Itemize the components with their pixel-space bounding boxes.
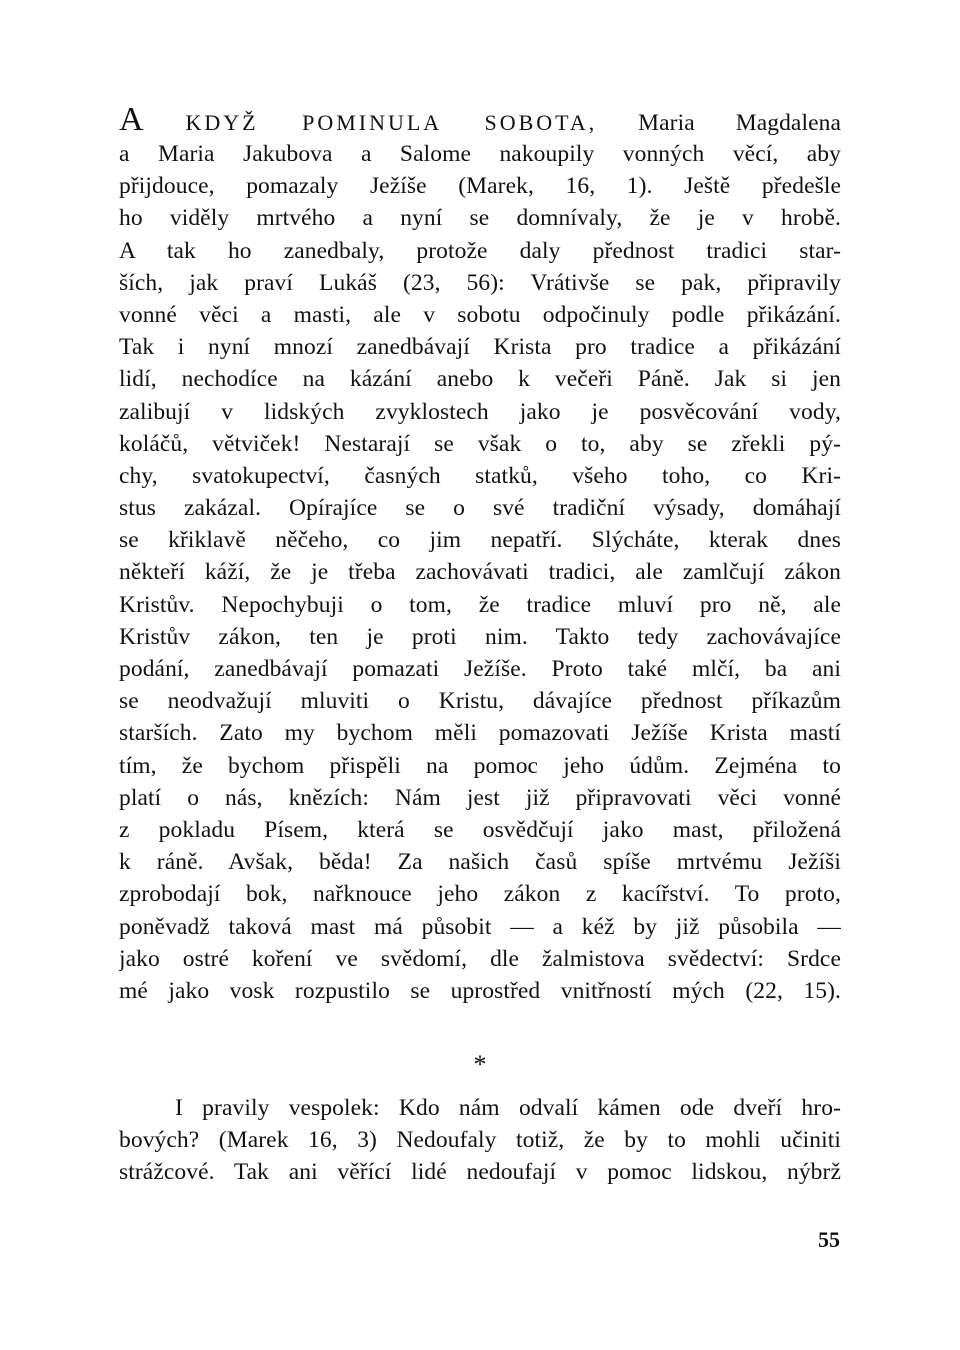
text-line: podání, zanedbávají pomazati Ježíše. Proto také mlčí, ba ani [119, 656, 841, 682]
paragraph-1 [119, 104, 841, 1007]
text-line: z pokladu Písem, která se osvědčují jako mast, přiložená [119, 816, 841, 843]
text-line: se neodvažují mluviti o Kristu, dávajíce přednost příkazům [119, 688, 841, 715]
text-line: a Maria Jakubova a Salome nakoupily vonných věcí, aby [119, 141, 841, 167]
text-line: vonné věci a masti, ale v sobotu odpočinuly podle přikázání. [119, 301, 841, 328]
text-line: strážcové. Tak ani věřící lidé nedoufají v pomoc lidskou, nýbrž [119, 1159, 841, 1186]
text-line: Tak i nyní mnozí zanedbávají Krista pro tradice a přikázání [119, 334, 841, 361]
text-line: se křiklavě něčeho, co jim nepatří. Slýcháte, kterak dnes [119, 527, 841, 554]
text-line: stus zakázal. Opírajíce se o své tradiční výsady, domáhají [119, 495, 841, 522]
text-line: někteří káží, že je třeba zachovávati tradici, ale zamlčují zákon [119, 559, 841, 586]
text-line: ších, jak praví Lukáš (23, 56): Vrátivše se pak, připravily [119, 269, 841, 296]
text-line: zprobodají bok, nařknouce jeho zákon z kacířství. To proto, [119, 881, 841, 908]
text-line: ho viděly mrtvého a nyní se domnívaly, že je v hrobě. [119, 205, 841, 232]
text-line: koláčů, větviček! Nestarají se však o to, aby se zřekli pý- [119, 430, 841, 457]
paragraph-2 [119, 1092, 841, 1189]
text-line: lidí, nechodíce na kázání anebo k večeři Páně. Jak si jen [119, 366, 841, 393]
text-line: bových? (Marek 16, 3) Nedoufaly totiž, že by to mohli učiniti [119, 1127, 841, 1154]
text-line: starších. Zato my bychom měli pomazovati Ježíše Krista mastí [119, 720, 841, 747]
drop-cap: A [119, 104, 145, 138]
text-line: mé jako vosk rozpustilo se uprostřed vnitřností mých (22, 15). [119, 977, 841, 1004]
text-line: A tak ho zanedbaly, protože daly přednost tradici star- [119, 237, 841, 264]
opening-rest: Maria Magdalena [597, 110, 841, 136]
opening-line [119, 104, 841, 138]
text-line: přijdouce, pomazaly Ježíše (Marek, 16, 1). Ještě předešle [119, 173, 841, 200]
text-line: tím, že bychom přispěli na pomoc jeho údům. Zejména to [119, 752, 841, 779]
text-line: Kristův zákon, ten je proti nim. Takto tedy zachovávajíce [119, 623, 841, 650]
text-line: jako ostré koření ve svědomí, dle žalmistova svědectví: Srdce [119, 945, 841, 972]
text-line: zalibují v lidských zvyklostech jako je posvěcování vody, [119, 398, 841, 425]
page-number: 55 [818, 1227, 840, 1252]
text-line: k ráně. Avšak, běda! Za našich časů spíše mrtvému Ježíši [119, 849, 841, 876]
opening-smallcaps: KDYŽ POMINULA SOBOTA, [185, 110, 598, 135]
text-line: chy, svatokupectví, časných statků, všeho toho, co Kri- [119, 462, 841, 489]
text-line: I pravily vespolek: Kdo nám odvalí kámen ode dveří hro- [175, 1095, 841, 1121]
section-separator: * [473, 1050, 487, 1079]
text-line: poněvadž taková mast má působit — a kéž by již působila — [119, 913, 841, 940]
text-line: platí o nás, knězích: Nám jest již připravovati věci vonné [119, 784, 841, 811]
text-line: Kristův. Nepochybuji o tom, že tradice mluví pro ně, ale [119, 591, 841, 618]
